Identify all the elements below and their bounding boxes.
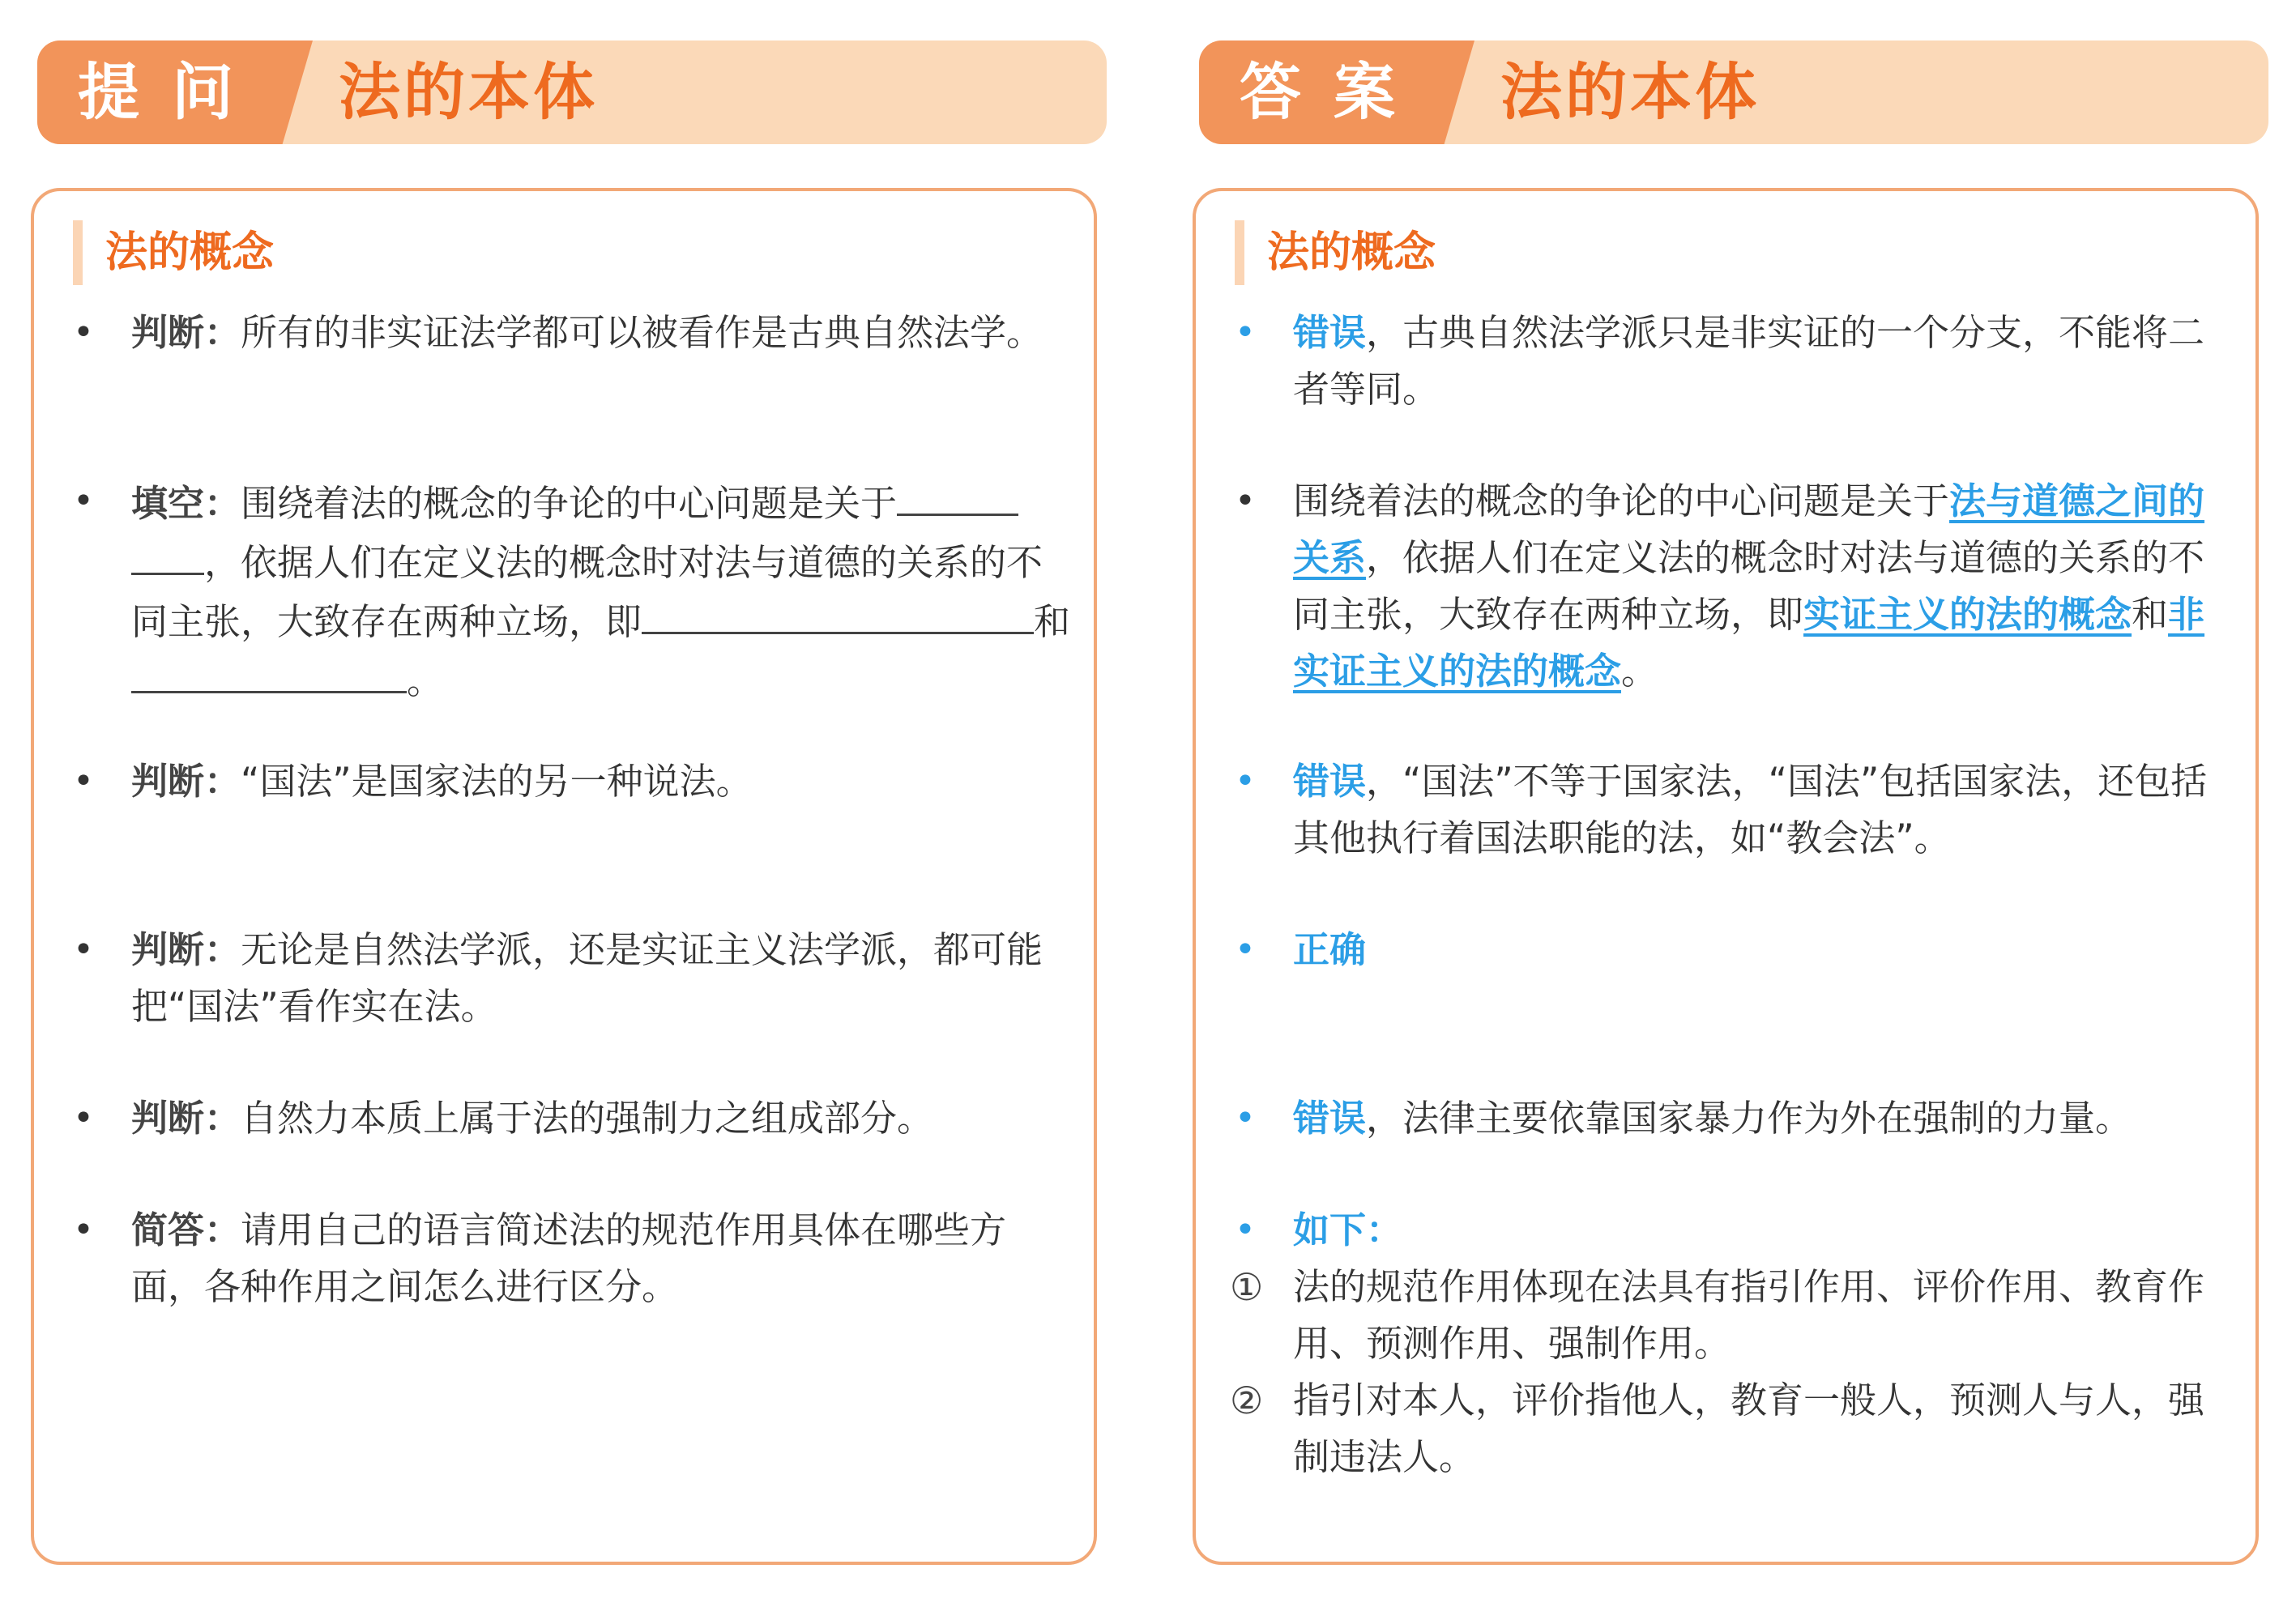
question-text: 和: [1034, 600, 1071, 643]
answer-text: 。: [1621, 650, 1658, 693]
question-type-label: 判断：: [131, 760, 241, 803]
question-type-label: 判断：: [131, 311, 241, 354]
question-section-title: 法的概念: [73, 220, 274, 285]
question-header: [37, 40, 1107, 144]
answer-verdict: 如下：: [1293, 1208, 1403, 1251]
question-title: 法的本体: [339, 56, 598, 128]
bullet-icon: •: [1235, 761, 1256, 802]
question-text: 无论是自然法学派，还是实证主义法学派，都可能把“国法”看作实在法。: [131, 928, 1043, 1028]
answer-text: ，依据人们在定义法的概念时对法与道德的关系的不同主张，大致存在两种立场，即: [1293, 536, 2205, 636]
bullet-icon: •: [73, 929, 94, 970]
question-text: 。: [407, 659, 444, 702]
fill-blank-1-continued[interactable]: [131, 532, 204, 575]
bullet-icon: •: [73, 1098, 94, 1139]
fill-blank-2-continued[interactable]: [998, 591, 1034, 634]
question-type-label: 简答：: [131, 1208, 241, 1251]
bullet-icon: •: [1235, 1098, 1256, 1139]
question-text: 自然力本质上属于法的强制力之组成部分。: [241, 1097, 934, 1140]
answer-text: 和: [2132, 593, 2169, 636]
question-type-label: 判断：: [131, 928, 241, 971]
question-panel: [31, 0, 1108, 1607]
answer-section-title: 法的概念: [1235, 220, 1436, 285]
question-text: 请用自己的语言简述法的规范作用具体在哪些方面，各种作用之间怎么进行区分。: [131, 1208, 1007, 1308]
answer-text: 围绕着法的概念的争论的中心问题是关于: [1293, 480, 1950, 522]
answer-text: 法的规范作用体现在法具有指引作用、评价作用、教育作用、预测作用、强制作用。: [1293, 1265, 2205, 1365]
answer-verdict: 正确: [1293, 928, 1367, 971]
bullet-icon: •: [73, 312, 94, 353]
answer-verdict: 错误: [1293, 760, 1367, 803]
bullet-icon: •: [73, 480, 94, 522]
bullet-icon: •: [73, 761, 94, 802]
question-tag: 提问: [78, 56, 266, 128]
bullet-icon: •: [73, 1209, 94, 1251]
answer-verdict: 错误: [1293, 1097, 1367, 1140]
bullet-icon: •: [1235, 480, 1256, 522]
bullet-icon: •: [1235, 929, 1256, 970]
fill-blank-1[interactable]: [897, 473, 1018, 516]
fill-blank-3[interactable]: [131, 650, 407, 693]
answer-fill-3: 非实证主义的法的概念: [1293, 593, 2205, 693]
answer-fill-2: 实证主义的法的概念: [1803, 593, 2132, 636]
answer-fill-1: 法与道德之间的关系: [1293, 480, 2205, 579]
answer-header: [1199, 40, 2268, 144]
question-type-label: 判断：: [131, 1097, 241, 1140]
answer-panel: [1193, 0, 2270, 1607]
circled-number-1: ①: [1230, 1265, 1264, 1309]
bullet-icon: •: [1235, 312, 1256, 353]
question-card: [31, 188, 1097, 1565]
question-type-label: 填空：: [131, 482, 241, 525]
answer-text: 指引对本人，评价指他人，教育一般人，预测人与人，强制违法人。: [1293, 1379, 2205, 1478]
question-text: 所有的非实证法学都可以被看作是古典自然法学。: [241, 311, 1043, 354]
answer-verdict: 错误: [1293, 311, 1367, 354]
question-text: 围绕着法的概念的争论的中心问题是关于: [241, 482, 898, 525]
fill-blank-2[interactable]: [642, 591, 998, 634]
question-text: “国法”是国家法的另一种说法。: [241, 760, 753, 803]
circled-number-2: ②: [1230, 1379, 1264, 1422]
answer-text: ，“国法”不等于国家法，“国法”包括国家法，还包括其他执行着国法职能的法，如“教会法”。: [1293, 760, 2208, 859]
answer-title: 法的本体: [1500, 56, 1760, 128]
answer-card: [1193, 188, 2259, 1565]
answer-tag: 答案: [1240, 56, 1428, 128]
question-text: ，依据人们在定义法的概念时对法与道德的关系的不同主张，大致存在两种立场，即: [131, 541, 1043, 643]
answer-text: ，古典自然法学派只是非实证的一个分支，不能将二者等同。: [1293, 311, 2205, 411]
answer-text: ，法律主要依靠国家暴力作为外在强制的力量。: [1366, 1097, 2132, 1140]
bullet-icon: •: [1235, 1209, 1256, 1251]
